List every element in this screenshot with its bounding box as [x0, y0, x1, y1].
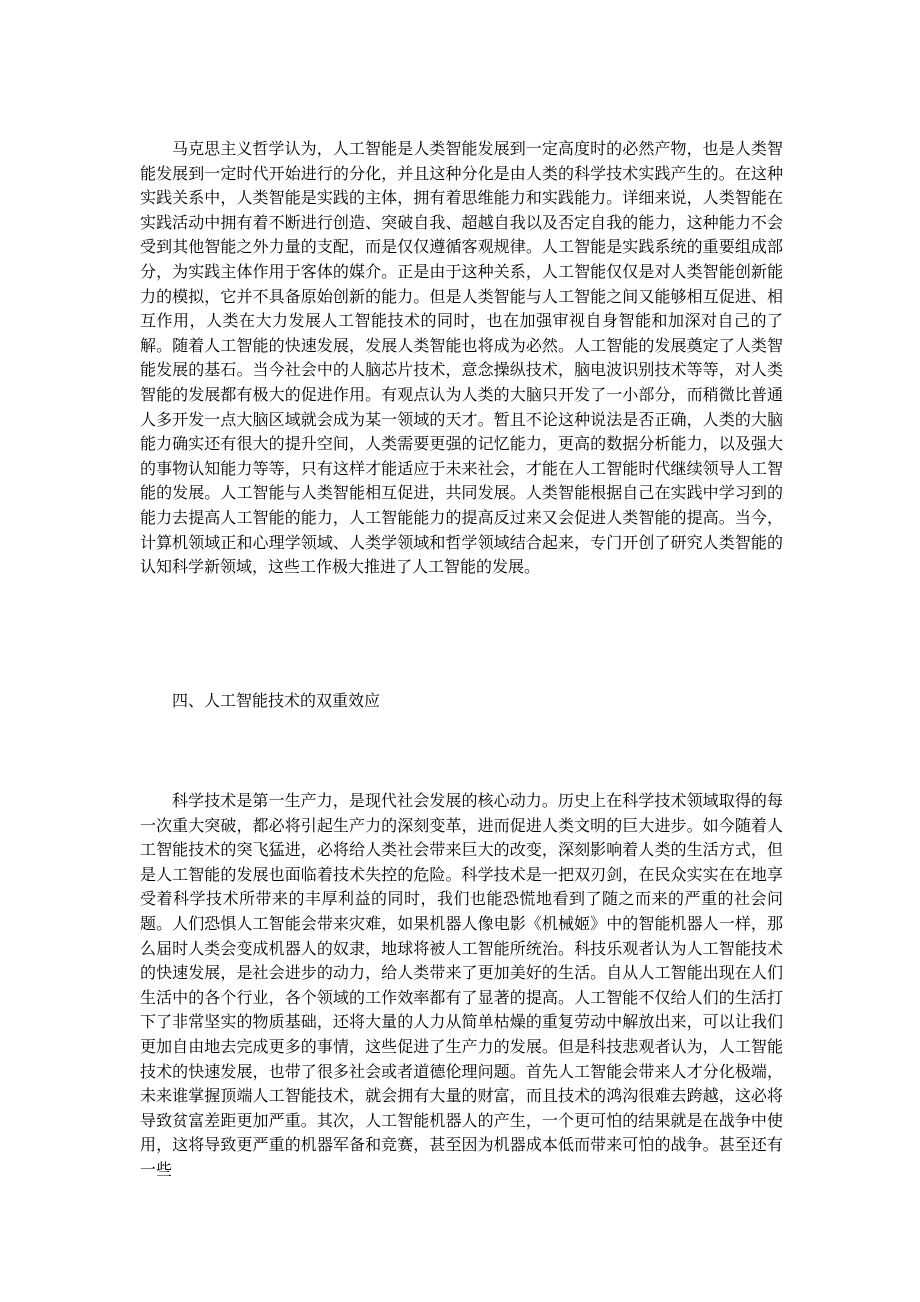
- section-heading: 四、人工智能技术的双重效应: [172, 691, 381, 710]
- body-paragraph-2: 科学技术是第一生产力，是现代社会发展的核心动力。历史上在科学技术领域取得的每一次重大突破，都必将引起生产力的深刻变革，进而促进人类文明的巨大进步。如今随着人工智能技术的突飞猛进，必将给人类社会带来巨大的改变，深刻影响着人类的生活方式，但是人工智能的发展也面临着技术失控的危险。科学技术是一把双刃剑，在民众实实在在地享受着科学技术所带来的丰厚利益的同时，我们也能恐慌地看到了随之而来的严重的社会问题。人们恐惧人工智能会带来灾难，如果机器人像电影《机械姬》中的智能机器人一样，那么届时人类会变成机器人的奴隶，地球将被人工智能所统治。科技乐观者认为人工智能技术的快速发展，是社会进步的动力，给人类带来了更加美好的生活。自从人工智能出现在人们生活中的各个行业，各个领域的工作效率都有了显著的提高。人工智能不仅给人们的生活打下了非常坚实的物质基础，还将大量的人力从简单枯燥的重复劳动中解放出来，可以让我们更加自由地去完成更多的事情，这些促进了生产力的发展。但是科技悲观者认为，人工智能技术的快速发展，也带了很多社会或者道德伦理问题。首先人工智能会带来人才分化极端，未来谁掌握顶端人工智能技术，就会拥有大量的财富，而且技术的鸿沟很难去跨越，这必将导致贫富差距更加严重。其次，人工智能机器人的产生，一个更可怕的结果就是在战争中使用，这将导致更严重的机器军备和竞赛，甚至因为机器成本低而带来可怕的战争。甚至还有一些: [140, 791, 783, 1179]
- body-paragraph-1: 马克思主义哲学认为，人工智能是人类智能发展到一定高度时的必然产物，也是人类智能发展到一定时代开始进行的分化，并且这种分化是由人类的科学技术实践产生的。在这种实践关系中，人类智能是实践的主体，拥有着思维能力和实践能力。详细来说，人类智能在实践活动中拥有着不断进行创造、突破自我、超越自我以及否定自我的能力，这种能力不会受到其他智能之外力量的支配，而是仅仅遵循客观规律。人工智能是实践系统的重要组成部分，为实践主体作用于客体的媒介。正是由于这种关系，人工智能仅仅是对人类智能创新能力的模拟，它并不具备原始创新的能力。但是人类智能与人工智能之间又能够相互促进、相互作用，人类在大力发展人工智能技术的同时，也在加强审视自身智能和加深对自己的了解。随着人工智能的快速发展，发展人类智能也将成为必然。人工智能的发展奠定了人类智能发展的基石。当今社会中的人脑芯片技术，意念操纵技术，脑电波识别技术等等，对人类智能的发展都有极大的促进作用。有观点认为人类的大脑只开发了一小部分，而稍微比普通人多开发一点大脑区域就会成为某一领域的天才。暂且不论这种说法是否正确，人类的大脑能力确实还有很大的提升空间，人类需要更强的记忆能力，更高的数据分析能力，以及强大的事物认知能力等等，只有这样才能适应于未来社会，才能在人工智能时代继续领导人工智能的发展。人工智能与人类智能相互促进，共同发展。人类智能根据自己在实践中学习到的能力去提高人工智能的能力，人工智能能力的提高反过来又会促进人类智能的提高。当今，计算机领域正和心理学领域、人类学领域和哲学领域结合起来，专门开创了研究人类智能的认知科学新领域，这些工作极大推进了人工智能的发展。: [140, 139, 783, 577]
